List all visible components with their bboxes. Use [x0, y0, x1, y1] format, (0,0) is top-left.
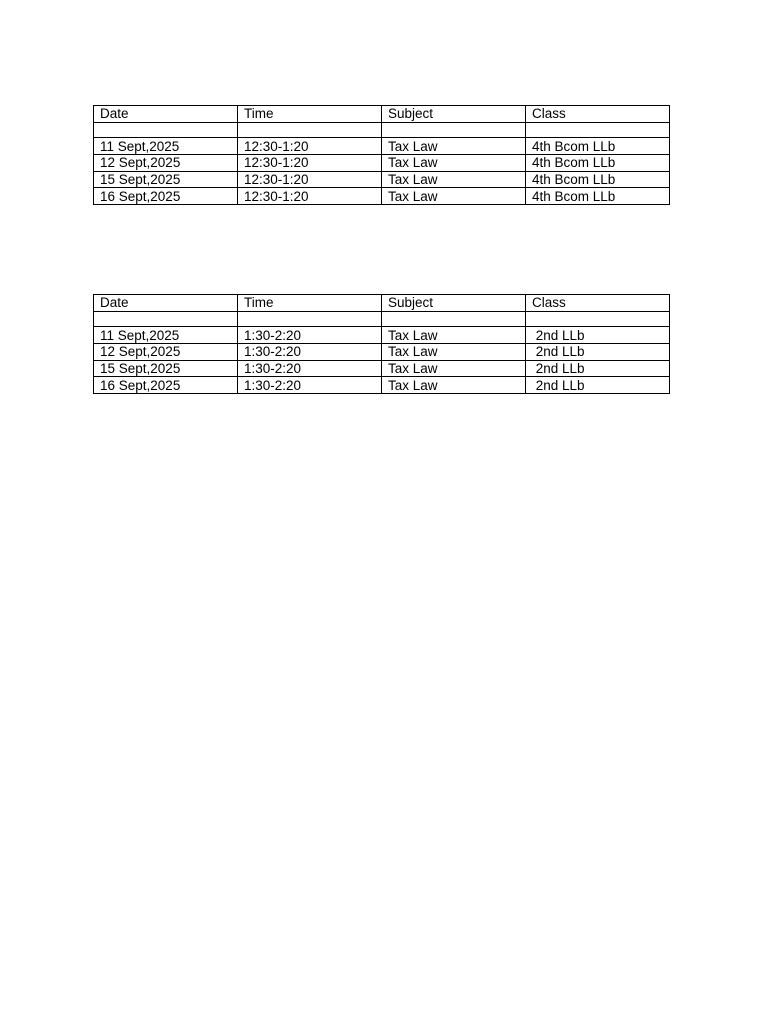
cell-date: 11 Sept,2025	[94, 138, 238, 155]
schedule-table-bcom	[93, 105, 670, 205]
cell-class: 4th Bcom LLb	[526, 188, 670, 205]
blank-cell	[526, 311, 670, 327]
cell-class: 4th Bcom LLb	[526, 171, 670, 188]
blank-cell	[526, 122, 670, 138]
cell-time: 1:30-2:20	[238, 344, 382, 361]
table-row	[94, 155, 670, 172]
cell-date: 11 Sept,2025	[94, 327, 238, 344]
blank-cell	[382, 311, 526, 327]
header-date: Date	[94, 106, 238, 123]
blank-cell	[238, 311, 382, 327]
header-date: Date	[94, 295, 238, 312]
cell-class: 2nd LLb	[526, 327, 670, 344]
cell-subject: Tax Law	[382, 155, 526, 172]
blank-cell	[382, 122, 526, 138]
cell-class: 2nd LLb	[526, 344, 670, 361]
table-row	[94, 377, 670, 394]
table-row	[94, 344, 670, 361]
cell-subject: Tax Law	[382, 377, 526, 394]
header-class: Class	[526, 106, 670, 123]
cell-date: 16 Sept,2025	[94, 377, 238, 394]
cell-class: 4th Bcom LLb	[526, 155, 670, 172]
cell-date: 12 Sept,2025	[94, 155, 238, 172]
header-subject: Subject	[382, 106, 526, 123]
header-time: Time	[238, 106, 382, 123]
header-time: Time	[238, 295, 382, 312]
table-blank-row	[94, 122, 670, 138]
blank-cell	[238, 122, 382, 138]
cell-subject: Tax Law	[382, 188, 526, 205]
blank-cell	[94, 122, 238, 138]
cell-time: 12:30-1:20	[238, 138, 382, 155]
cell-class: 2nd LLb	[526, 377, 670, 394]
table-row	[94, 171, 670, 188]
table-header-row	[94, 106, 670, 123]
table-blank-row	[94, 311, 670, 327]
table-row	[94, 138, 670, 155]
cell-subject: Tax Law	[382, 360, 526, 377]
cell-date: 15 Sept,2025	[94, 360, 238, 377]
header-subject: Subject	[382, 295, 526, 312]
cell-time: 12:30-1:20	[238, 188, 382, 205]
cell-subject: Tax Law	[382, 327, 526, 344]
cell-subject: Tax Law	[382, 171, 526, 188]
cell-class: 4th Bcom LLb	[526, 138, 670, 155]
schedule-table-llb	[93, 294, 670, 394]
cell-date: 16 Sept,2025	[94, 188, 238, 205]
cell-subject: Tax Law	[382, 344, 526, 361]
header-class: Class	[526, 295, 670, 312]
table-row	[94, 327, 670, 344]
table-header-row	[94, 295, 670, 312]
cell-subject: Tax Law	[382, 138, 526, 155]
cell-date: 15 Sept,2025	[94, 171, 238, 188]
table-row	[94, 188, 670, 205]
cell-time: 12:30-1:20	[238, 155, 382, 172]
cell-class: 2nd LLb	[526, 360, 670, 377]
cell-time: 1:30-2:20	[238, 377, 382, 394]
cell-time: 12:30-1:20	[238, 171, 382, 188]
cell-time: 1:30-2:20	[238, 327, 382, 344]
blank-cell	[94, 311, 238, 327]
table-row	[94, 360, 670, 377]
cell-time: 1:30-2:20	[238, 360, 382, 377]
cell-date: 12 Sept,2025	[94, 344, 238, 361]
